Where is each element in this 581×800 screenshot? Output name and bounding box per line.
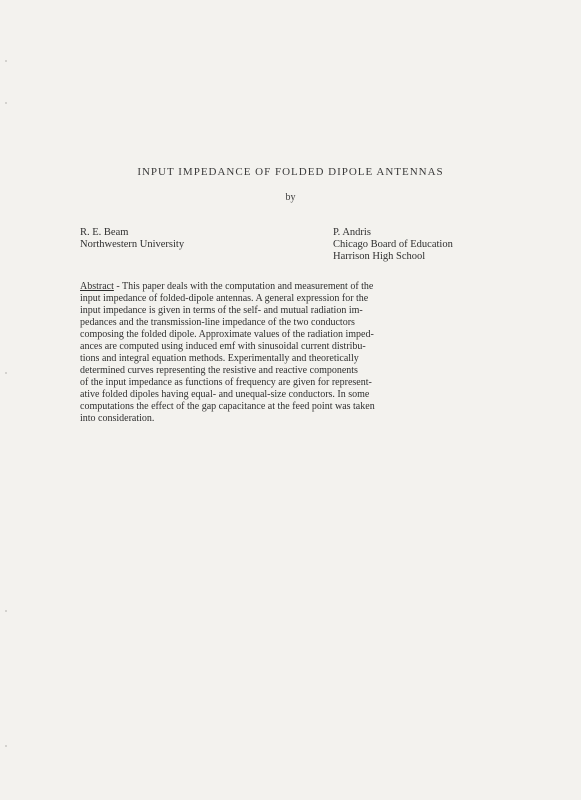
abstract-separator: - <box>113 281 123 292</box>
abstract-label: Abstract <box>80 281 114 292</box>
abstract-line <box>80 281 500 293</box>
abstract-line: computations the effect of the gap capacitance at the feed point was taken <box>80 401 375 412</box>
scan-speck <box>5 745 7 747</box>
scan-speck <box>5 610 7 612</box>
scan-speck <box>5 60 7 62</box>
abstract-line: ative folded dipoles having equal- and unequal-size conductors. In some <box>80 389 370 400</box>
abstract-line: composing the folded dipole. Approximate values of the radiation imped- <box>80 329 374 340</box>
abstract-line: of the input impedance as functions of frequency are given for represent- <box>80 377 372 388</box>
abstract-line: ances are computed using induced emf with sinusoidal current distribu- <box>80 341 366 352</box>
abstract-line: pedances and the transmission-line impedance of the two conductors <box>80 317 355 328</box>
paper-title: INPUT IMPEDANCE OF FOLDED DIPOLE ANTENNAS <box>137 166 444 178</box>
abstract-line: into consideration. <box>80 413 155 424</box>
abstract-line: input impedance of folded-dipole antennas. A general expression for the <box>80 293 369 304</box>
author-name: P. Andris <box>333 227 371 238</box>
author-affiliation: Harrison High School <box>333 251 426 262</box>
author-block <box>333 227 453 263</box>
author-affiliation: Chicago Board of Education <box>333 239 453 250</box>
abstract <box>80 281 500 425</box>
author-name: R. E. Beam <box>80 227 129 238</box>
abstract-line: determined curves representing the resistive and reactive components <box>80 365 358 376</box>
author-block <box>80 227 184 251</box>
scan-speck <box>5 102 7 104</box>
abstract-text: This paper deals with the computation and measurement of the <box>122 281 374 292</box>
abstract-line: input impedance is given in terms of the self- and mutual radiation im- <box>80 305 363 316</box>
scan-speck <box>5 372 7 374</box>
abstract-line: tions and integral equation methods. Experimentally and theoretically <box>80 353 359 364</box>
author-affiliation: Northwestern University <box>80 239 185 250</box>
byline: by <box>285 192 296 203</box>
